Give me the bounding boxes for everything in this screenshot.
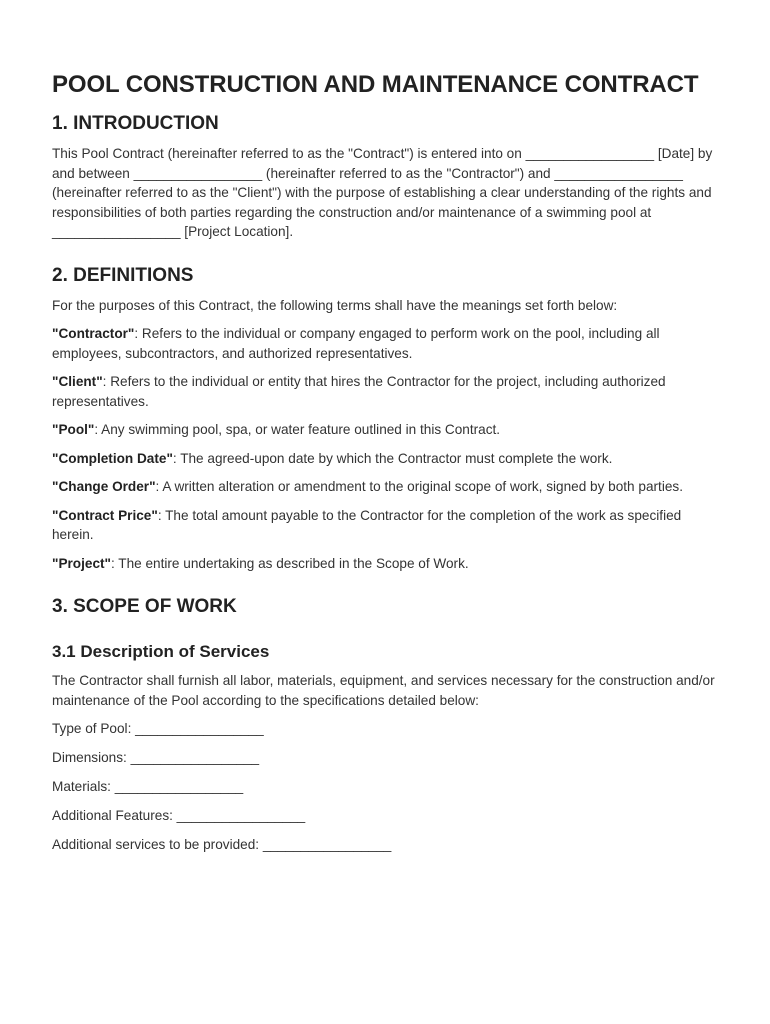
definition-item bbox=[52, 449, 724, 469]
definition-item bbox=[52, 506, 724, 545]
section-heading: 1. INTRODUCTION bbox=[52, 113, 219, 134]
field-materials: Materials: _________________ bbox=[52, 779, 244, 794]
document-page bbox=[52, 68, 724, 864]
section-heading: 2. DEFINITIONS bbox=[52, 264, 194, 286]
subsection-description-of-services bbox=[52, 641, 724, 855]
definition-item bbox=[52, 554, 724, 574]
section-scope-of-work bbox=[52, 595, 724, 855]
definition-text: : The agreed-upon date by which the Contractor must complete the work. bbox=[172, 450, 613, 466]
definition-term: "Pool" bbox=[52, 422, 95, 437]
section-definitions bbox=[52, 264, 724, 574]
definition-item bbox=[52, 324, 724, 363]
section-introduction bbox=[52, 112, 724, 242]
definition-item bbox=[52, 420, 724, 440]
field-type-of-pool: Type of Pool: _________________ bbox=[52, 721, 264, 736]
definition-term: "Change Order" bbox=[52, 479, 156, 494]
definition-term: "Contract Price" bbox=[52, 507, 158, 523]
field-additional-services: Additional services to be provided: _________________ bbox=[52, 837, 392, 852]
definition-text: : The total amount payable to the Contractor for the completion of the work as specified herein. bbox=[52, 507, 682, 542]
section-heading: 3. SCOPE OF WORK bbox=[52, 596, 237, 617]
field-additional-features: Additional Features: _________________ bbox=[52, 808, 306, 823]
definition-term: "Client" bbox=[52, 374, 103, 389]
scope-lead: The Contractor shall furnish all labor, materials, equipment, and services necessary for the construction and/or maintenance of the Pool according to the specifications detailed below: bbox=[52, 673, 715, 708]
definition-term: "Project" bbox=[52, 555, 111, 571]
introduction-paragraph: This Pool Contract (hereinafter referred to as the "Contract") is entered into on _________________ [Date] by and between _________________ (hereinafter referred to as the "Contractor") and _________________ (hereinafter referred to as the "Client") with the purpose of establishing a clear understanding of the rights and responsibilities of both parties regarding the construction and/or maintenance of a swimming pool at _________________ [Project Location]. bbox=[52, 146, 713, 239]
definitions-lead: For the purposes of this Contract, the following terms shall have the meanings set forth below: bbox=[52, 297, 618, 313]
document-title: POOL CONSTRUCTION AND MAINTENANCE CONTRACT bbox=[52, 71, 699, 98]
definition-text: : Refers to the individual or entity that hires the Contractor for the project, including authorized representatives. bbox=[52, 374, 666, 409]
field-dimensions: Dimensions: _________________ bbox=[52, 750, 260, 765]
subsection-heading: 3.1 Description of Services bbox=[52, 642, 270, 661]
definition-item bbox=[52, 372, 724, 411]
definition-text: : Any swimming pool, spa, or water feature outlined in this Contract. bbox=[94, 422, 501, 437]
definition-text: : A written alteration or amendment to the original scope of work, signed by both parties. bbox=[155, 479, 683, 494]
definition-text: : Refers to the individual or company engaged to perform work on the pool, including all employees, subcontractors, and authorized representatives. bbox=[52, 326, 660, 361]
definition-text: : The entire undertaking as described in the Scope of Work. bbox=[110, 555, 469, 571]
definition-item bbox=[52, 477, 724, 497]
definition-term: "Contractor" bbox=[52, 326, 135, 341]
scope-fields bbox=[52, 719, 724, 855]
definition-term: "Completion Date" bbox=[52, 450, 173, 466]
